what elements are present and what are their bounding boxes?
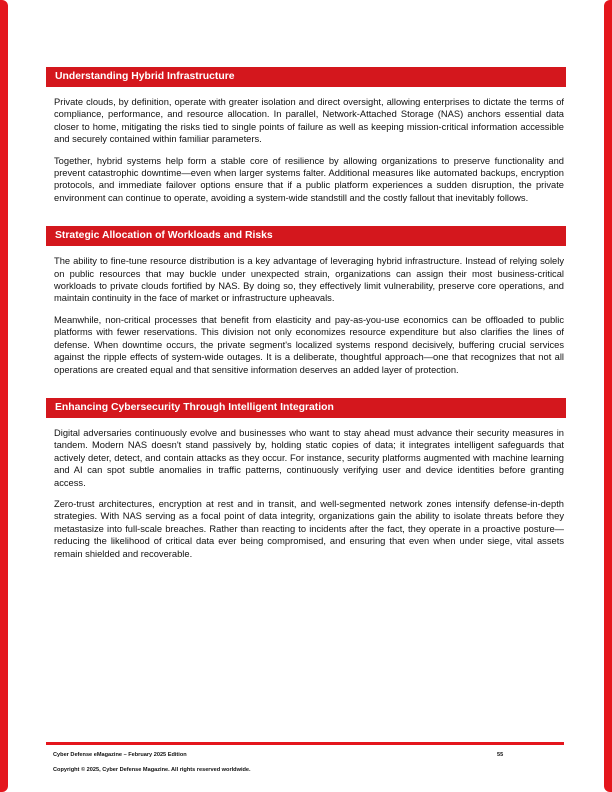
footer-divider <box>46 742 564 745</box>
section-workload-allocation <box>46 226 566 376</box>
section-hybrid-infrastructure <box>46 67 566 204</box>
paragraph: Zero-trust architectures, encryption at rest and in transit, and well-segmented network zones intensify defense-in-depth strategies. With NAS serving as a focal point of data integrity, organizations gain the ability to isolate threats before they metastasize into full-scale breaches. Rather than reacting to incidents after the fact, they operate in a proactive posture—reducing the likelihood of critical data ever being compromised, and ensuring that even when under siege, vital assets remain shielded and recoverable. <box>54 498 564 559</box>
section-heading: Understanding Hybrid Infrastructure <box>46 67 566 87</box>
right-edge-bar <box>604 0 612 792</box>
paragraph: Private clouds, by definition, operate with greater isolation and direct oversight, allowing enterprises to dictate the terms of compliance, performance, and resource allocation. In parallel, Network-Attached Storage (NAS) anchors essential data closer to home, mitigating the risks tied to single points of failure as well as keeping mission-critical information accessible and securely contained within familiar parameters. <box>54 97 564 145</box>
paragraph: Meanwhile, non-critical processes that benefit from elasticity and pay-as-you-use economics can be offloaded to public platforms with fewer reservations. This division not only economizes resource expenditure but also clarifies the lines of defense. When downtime occurs, the private segment's localized systems respond decisively, buffering crucial services against the ripple effects of system-wide outages. It is a deliberate, thoughtful approach—one that recognizes that not all operations are created equal and that sensitive information deserves an added layer of protection. <box>54 314 564 375</box>
section-heading: Enhancing Cybersecurity Through Intelligent Integration <box>46 398 566 418</box>
paragraph: Together, hybrid systems help form a stable core of resilience by allowing organizations to preserve functionality and prevent catastrophic downtime—even when larger systems falter. Additional measures like automated backups, encryption protocols, and immediate failover options ensure that if a public platform experiences a sudden disruption, the private environment can continue to operate, avoiding a system-wide standstill and the costly fallout that inevitably follows. <box>54 155 564 203</box>
article-body <box>46 67 566 582</box>
section-cybersecurity-integration <box>46 398 566 560</box>
paragraph: The ability to fine-tune resource distribution is a key advantage of leveraging hybrid infrastructure. Instead of relying solely on public resources that may buckle under unexpected strain, organizations can assign their most business-critical workloads to private clouds fortified by NAS. By doing so, they effectively limit vulnerability, preserve core operations, and maintain continuity in the face of market or infrastructure upheavals. <box>54 256 564 304</box>
left-edge-bar <box>0 0 8 792</box>
paragraph: Digital adversaries continuously evolve and businesses who want to stay ahead must advance their security measures in tandem. Modern NAS doesn't stand passively by, holding static copies of data; it integrates intelligent safeguards that actively deter, detect, and contain attacks as they occur. For instance, security platforms augmented with machine learning and AI can spot subtle anomalies in traffic patterns, continuously verifying user and device identities before granting access. <box>54 427 564 488</box>
page-number: 55 <box>497 752 504 758</box>
footer-copyright: Copyright © 2025, Cyber Defense Magazine. All rights reserved worldwide. <box>53 767 251 773</box>
section-heading: Strategic Allocation of Workloads and Risks <box>46 226 566 246</box>
footer-publication: Cyber Defense eMagazine – February 2025 Edition <box>53 752 187 758</box>
